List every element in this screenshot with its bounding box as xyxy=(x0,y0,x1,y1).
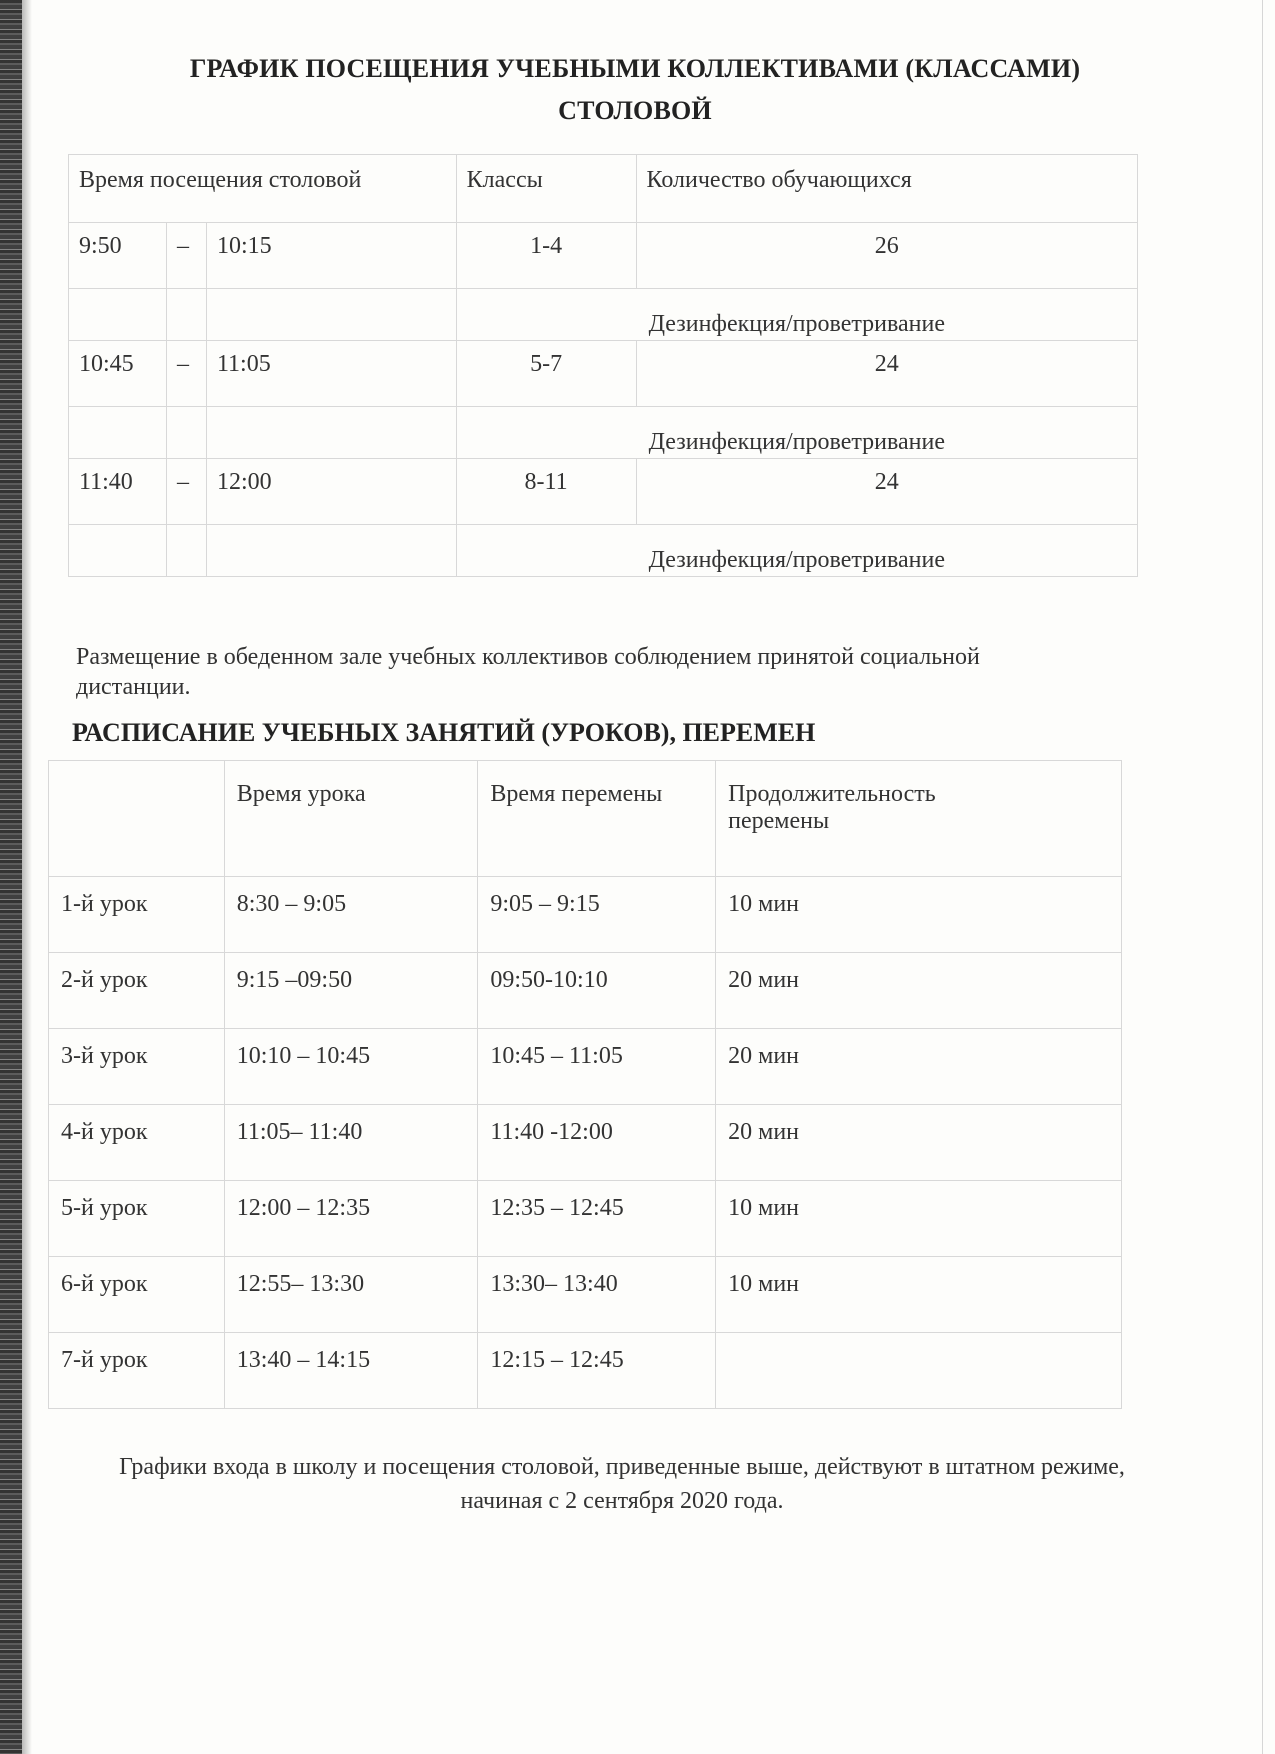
lesson-time: 11:05– 11:40 xyxy=(224,1105,478,1181)
lesson-row xyxy=(49,877,1122,953)
classes-value: 1-4 xyxy=(456,223,636,289)
header-student-count: Количество обучающихся xyxy=(636,155,1137,223)
canteen-schedule-table xyxy=(68,154,1138,577)
lesson-number: 1-й урок xyxy=(49,877,225,953)
disinfection-row xyxy=(69,407,1138,459)
lesson-row xyxy=(49,1257,1122,1333)
footer-note: Графики входа в школу и посещения столовой, приведенные выше, действуют в штатном режиме, начиная с 2 сентября 2020 года. xyxy=(119,1454,1125,1514)
lesson-row xyxy=(49,1333,1122,1409)
page-title xyxy=(120,48,1150,132)
canteen-header-row xyxy=(69,155,1138,223)
disinfection-row xyxy=(69,289,1138,341)
title-line-2: СТОЛОВОЙ xyxy=(558,96,712,125)
break-duration: 20 мин xyxy=(716,953,1122,1029)
lesson-number: 2-й урок xyxy=(49,953,225,1029)
break-time: 09:50-10:10 xyxy=(478,953,716,1029)
canteen-row xyxy=(69,459,1138,525)
schedule-title: РАСПИСАНИЕ УЧЕБНЫХ ЗАНЯТИЙ (УРОКОВ), ПЕРЕМЕН xyxy=(72,718,816,747)
canteen-row xyxy=(69,223,1138,289)
lesson-time: 12:55– 13:30 xyxy=(224,1257,478,1333)
disinfection-row xyxy=(69,525,1138,577)
break-duration: 20 мин xyxy=(716,1105,1122,1181)
lessons-header-row xyxy=(49,761,1122,877)
count-value: 24 xyxy=(636,341,1137,407)
header-visit-time: Время посещения столовой xyxy=(69,155,457,223)
count-value: 24 xyxy=(636,459,1137,525)
lesson-row xyxy=(49,1105,1122,1181)
visit-end: 10:15 xyxy=(206,223,456,289)
lesson-time: 13:40 – 14:15 xyxy=(224,1333,478,1409)
seating-note: Размещение в обеденном зале учебных коллективов соблюдением принятой социальной дистанции. xyxy=(76,644,980,700)
lesson-time: 10:10 – 10:45 xyxy=(224,1029,478,1105)
visit-end: 11:05 xyxy=(206,341,456,407)
break-time: 11:40 -12:00 xyxy=(478,1105,716,1181)
break-time: 10:45 – 11:05 xyxy=(478,1029,716,1105)
disinfection-label: Дезинфекция/проветривание xyxy=(456,525,1137,577)
lesson-row xyxy=(49,1181,1122,1257)
lesson-number: 7-й урок xyxy=(49,1333,225,1409)
header-break-time: Время перемены xyxy=(478,761,716,877)
break-time: 9:05 – 9:15 xyxy=(478,877,716,953)
disinfection-label: Дезинфекция/проветривание xyxy=(456,289,1137,341)
visit-start: 11:40 xyxy=(69,459,167,525)
break-duration: 10 мин xyxy=(716,1181,1122,1257)
classes-value: 5-7 xyxy=(456,341,636,407)
lesson-number: 3-й урок xyxy=(49,1029,225,1105)
break-time: 13:30– 13:40 xyxy=(478,1257,716,1333)
header-lesson-time: Время урока xyxy=(224,761,478,877)
dash: – xyxy=(166,341,206,407)
lesson-schedule-table xyxy=(48,760,1122,1409)
visit-start: 9:50 xyxy=(69,223,167,289)
classes-value: 8-11 xyxy=(456,459,636,525)
dash: – xyxy=(166,459,206,525)
lesson-number: 6-й урок xyxy=(49,1257,225,1333)
lesson-row xyxy=(49,1029,1122,1105)
break-time: 12:15 – 12:45 xyxy=(478,1333,716,1409)
lesson-time: 12:00 – 12:35 xyxy=(224,1181,478,1257)
visit-start: 10:45 xyxy=(69,341,167,407)
break-duration: 10 мин xyxy=(716,1257,1122,1333)
lesson-time: 9:15 –09:50 xyxy=(224,953,478,1029)
break-time: 12:35 – 12:45 xyxy=(478,1181,716,1257)
break-duration xyxy=(716,1333,1122,1409)
break-duration: 10 мин xyxy=(716,877,1122,953)
header-blank xyxy=(49,761,225,877)
lesson-time: 8:30 – 9:05 xyxy=(224,877,478,953)
lesson-number: 5-й урок xyxy=(49,1181,225,1257)
visit-end: 12:00 xyxy=(206,459,456,525)
dash: – xyxy=(166,223,206,289)
title-line-1: ГРАФИК ПОСЕЩЕНИЯ УЧЕБНЫМИ КОЛЛЕКТИВАМИ (КЛАССАМИ) xyxy=(189,54,1081,83)
canteen-row xyxy=(69,341,1138,407)
header-break-duration: Продолжительность перемены xyxy=(716,761,1122,877)
lesson-number: 4-й урок xyxy=(49,1105,225,1181)
header-classes: Классы xyxy=(456,155,636,223)
break-duration: 20 мин xyxy=(716,1029,1122,1105)
count-value: 26 xyxy=(636,223,1137,289)
lesson-row xyxy=(49,953,1122,1029)
disinfection-label: Дезинфекция/проветривание xyxy=(456,407,1137,459)
